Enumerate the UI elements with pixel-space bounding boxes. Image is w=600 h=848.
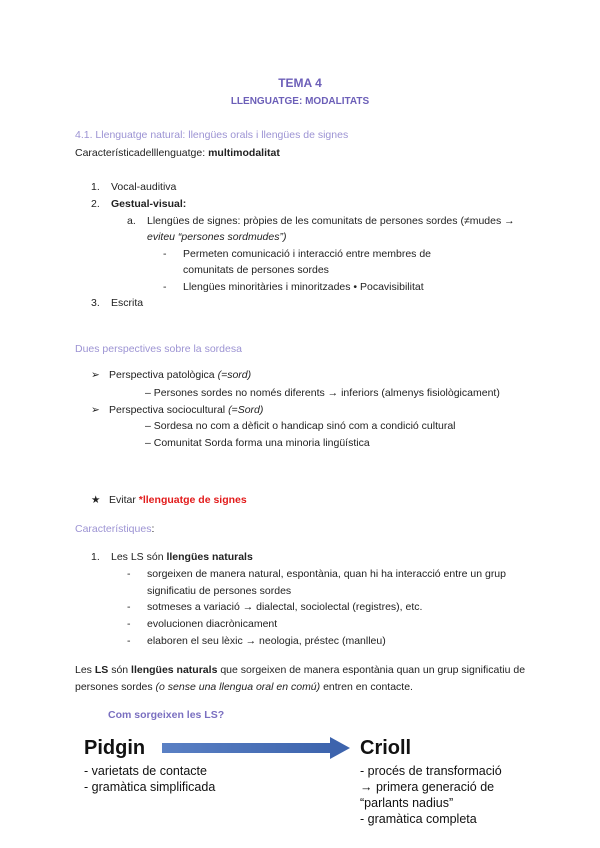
section4-heading: Com sorgeixen les LS?	[108, 709, 225, 721]
avoid-note: ★ Evitar *llenguatge de signes	[91, 494, 247, 506]
section1-intro	[75, 146, 280, 160]
characteristic-1: - sorgeixen de manera natural, espontània, quan hi ha interacció entre un grup	[127, 568, 506, 580]
arrowhead-bullet-icon: ➢	[91, 369, 100, 381]
characteristic-3: - evolucionen diacrònicament	[127, 618, 278, 630]
perspective-1: ➢ Perspectiva patològica (=sord)	[91, 369, 252, 381]
crioll-line-1: - procés de transformació	[360, 764, 502, 778]
intro-bold: multimodalitat	[208, 147, 280, 159]
perspective-2: ➢ Perspectiva sociocultural (=Sord)	[91, 404, 264, 416]
summary-paragraph-line2: persones sordes (o sense una llengua oral en comú) entren en contacte.	[75, 681, 413, 693]
sub-point-1: - Permeten comunicació i interacció entre membres de	[163, 248, 432, 260]
arrowhead-bullet-icon: ➢	[91, 404, 100, 416]
crioll-title: Crioll	[360, 737, 412, 759]
section1-heading: 4.1. Llenguatge natural: llengües orals i llengües de signes	[75, 129, 349, 141]
section3-heading: Característiques:	[75, 523, 155, 535]
sub-item-a: a. Llengües de signes: pròpies de les comunitats de persones sordes (≠mudes →	[127, 215, 515, 227]
perspective-2-detail-2: – Comunitat Sorda forma una minoria lingüística	[145, 437, 370, 449]
crioll-line-3: “parlants nadius”	[360, 796, 454, 810]
sub-item-a-line2: eviteu “persones sordmudes”)	[147, 231, 287, 243]
pidgin-line-1: - varietats de contacte	[84, 764, 207, 778]
list-item-1: 1. Vocal-auditiva	[91, 181, 177, 193]
intro-prefix: Característicadelllenguatge:	[75, 147, 209, 159]
list-item-3: 3. Escrita	[91, 297, 144, 309]
characteristic-2: - sotmeses a variació → dialectal, sociolectal (registres), etc.	[127, 601, 423, 613]
list-item-2: 2. Gestual-visual:	[91, 198, 187, 210]
page-subtitle: LLENGUATGE: MODALITATS	[230, 96, 370, 107]
page-title: TEMA 4	[278, 76, 322, 90]
sub-point-2: - Llengües minoritàries i minoritzades • Pocavisibilitat	[163, 281, 424, 293]
characteristic-1-line2: significatiu de persones sordes	[147, 585, 292, 597]
right-arrow-icon	[162, 736, 352, 760]
star-bullet-icon: ★	[91, 494, 101, 506]
summary-paragraph-line1: Les LS són llengües naturals que sorgeixen de manera espontània quan un grup significatiu de	[75, 664, 526, 676]
crioll-line-4: - gramàtica completa	[360, 812, 477, 826]
characteristic-4: - elaboren el seu lèxic → neologia, préstec (manlleu)	[127, 635, 386, 647]
perspective-2-detail-1: – Sordesa no com a dèficit o handicap sinó com a condició cultural	[145, 420, 456, 432]
sub-point-1-line2: comunitats de persones sordes	[183, 264, 329, 276]
characteristics-item: 1. Les LS són llengües naturals	[91, 551, 253, 563]
section2-heading: Dues perspectives sobre la sordesa	[75, 343, 242, 355]
crioll-line-2: → primera generació de	[360, 780, 495, 794]
perspective-1-detail: – Persones sordes no només diferents → inferiors (almenys fisiològicament)	[145, 387, 500, 399]
pidgin-line-2: - gramàtica simplificada	[84, 780, 216, 794]
pidgin-title: Pidgin	[84, 737, 146, 759]
